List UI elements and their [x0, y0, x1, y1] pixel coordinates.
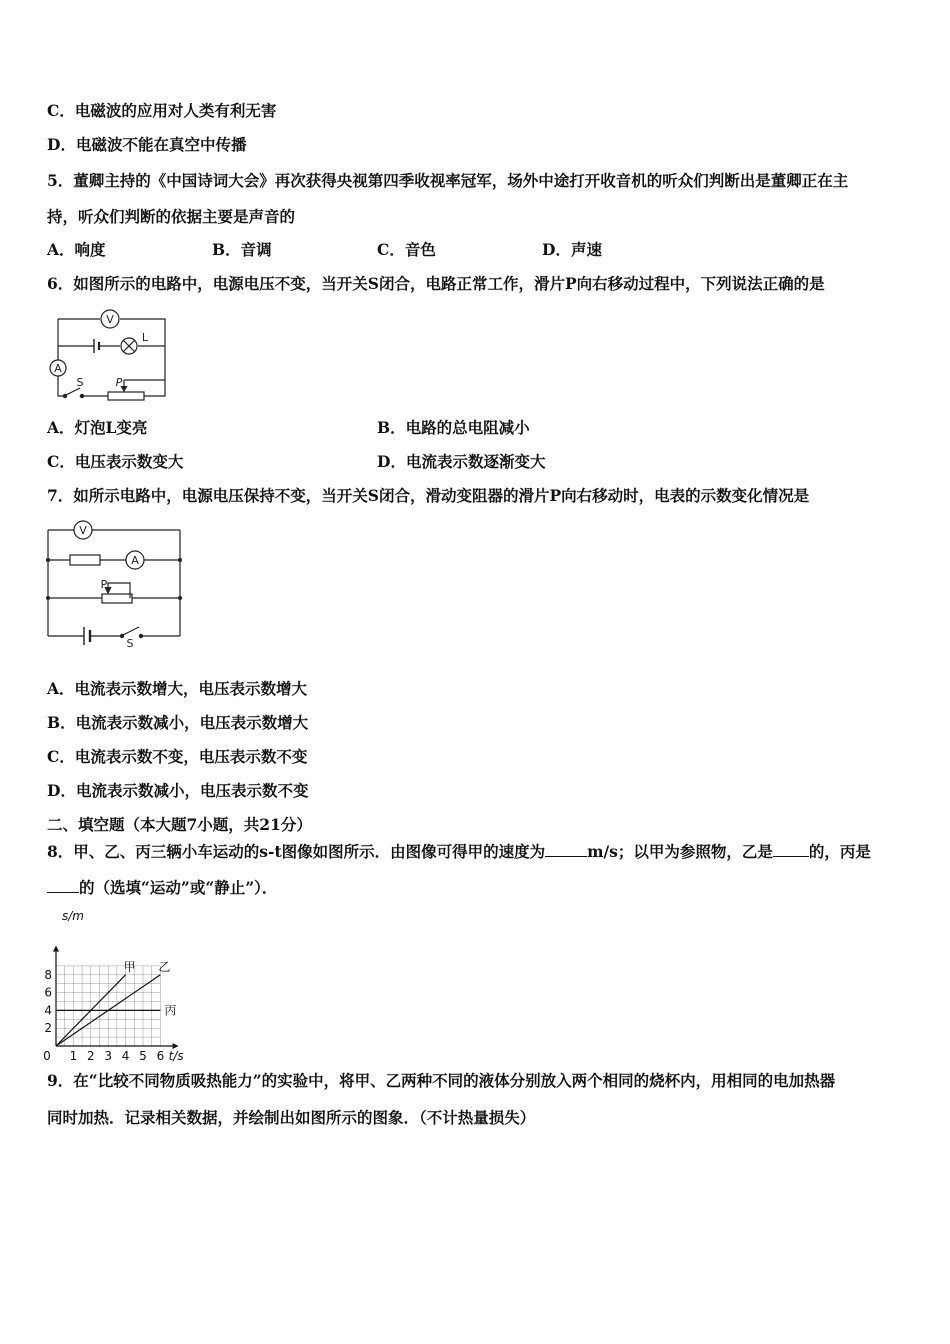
q6-switch-label: S [76, 376, 84, 389]
x-tick-label: 2 [86, 1049, 95, 1063]
q6-option-d: D．电流表示数逐渐变大 [377, 452, 546, 471]
x-tick-label: 6 [156, 1049, 165, 1063]
q5-option-c: C．音色 [377, 240, 436, 259]
x-tick-label: 4 [121, 1049, 130, 1063]
x-tick-label: 0 [43, 1049, 51, 1063]
q7-stem: 7．如所示电路中，电源电压保持不变，当开关S闭合，滑动变阻器的滑片P向右移动时，电表的示数变化情况是 [47, 486, 810, 505]
q8-text-part1: 8．甲、乙、丙三辆小车运动的s-t图像如图所示．由图像可得甲的速度为 [47, 842, 546, 861]
series-label-1: 乙 [158, 959, 171, 974]
q8-text-part3: 的，丙是 [808, 842, 871, 861]
q6-option-a: A．灯泡L变亮 [47, 418, 148, 437]
q8-st-chart [36, 908, 216, 1064]
y-axis-label: s/m [62, 909, 84, 923]
x-tick-label: 5 [139, 1049, 147, 1063]
q8-stem-line2 [47, 878, 277, 898]
series-label-0: 甲 [123, 959, 136, 974]
x-axis-label: t/s [168, 1049, 184, 1063]
q7-option-a: A．电流表示数增大，电压表示数增大 [47, 679, 308, 698]
x-tick-label: 3 [104, 1049, 113, 1063]
q7-option-d: D．电流表示数减小，电压表示数不变 [47, 781, 309, 800]
q8-text-part2: m/s；以甲为参照物，乙是 [587, 842, 773, 861]
series-label-2: 丙 [164, 1003, 177, 1018]
q4-option-c: C．电磁波的应用对人类有利无害 [47, 101, 277, 120]
q7-voltmeter-label: V [79, 524, 87, 537]
q6-option-b: B．电路的总电阻减小 [377, 418, 530, 437]
q9-stem-line2: 同时加热．记录相关数据，并绘制出如图所示的图象．（不计热量损失） [47, 1108, 536, 1127]
q5-option-a: A．响度 [47, 240, 106, 259]
q5-option-d: D．声速 [542, 240, 602, 259]
q6-option-c: C．电压表示数变大 [47, 452, 184, 471]
q5-option-b: B．音调 [212, 240, 272, 259]
y-tick-label: 2 [44, 1021, 52, 1036]
q8-blank-bing[interactable] [47, 878, 79, 893]
section-heading-fill-in: 二、填空题（本大题7小题，共21分） [47, 815, 312, 834]
y-tick-label: 4 [44, 1003, 52, 1018]
y-axis-arrow [53, 946, 59, 952]
q7-slider-label: P [100, 578, 108, 591]
q8-stem-line1 [47, 842, 871, 862]
q6-slider-label: P [115, 376, 123, 389]
x-tick-label: 1 [69, 1049, 78, 1063]
q7-circuit-diagram [44, 516, 184, 652]
q7-ammeter-label: A [131, 554, 139, 567]
q6-stem: 6．如图所示的电路中，电源电压不变，当开关S闭合，电路正常工作，滑片P向右移动过程中，下列说法正确的是 [47, 274, 825, 293]
q7-option-c: C．电流表示数不变，电压表示数不变 [47, 747, 308, 766]
q6-circuit-diagram [44, 306, 174, 406]
q8-blank-yi[interactable] [773, 842, 809, 857]
q6-voltmeter-label: V [106, 313, 114, 326]
q8-text-part4: 的（选填“运动”或“静止”）． [79, 878, 278, 897]
q6-lamp-label: L [141, 331, 149, 344]
q5-stem-line1: 5．董卿主持的《中国诗词大会》再次获得央视第四季收视率冠军，场外中途打开收音机的听众们判断出是董卿正在主 [47, 171, 849, 190]
y-tick-label: 6 [44, 985, 52, 1000]
q6-ammeter-label: A [54, 362, 62, 375]
q5-stem-line2: 持，听众们判断的依据主要是声音的 [47, 207, 296, 226]
q4-option-d: D．电磁波不能在真空中传播 [47, 135, 247, 154]
q9-stem-line1: 9．在“比较不同物质吸热能力”的实验中，将甲、乙两种不同的液体分别放入两个相同的烧杯内，用相同的电加热器 [47, 1071, 836, 1090]
y-tick-label: 8 [44, 967, 52, 982]
q7-option-b: B．电流表示数减小，电压表示数增大 [47, 713, 309, 732]
q7-switch-label: S [126, 637, 134, 650]
q8-blank-speed[interactable] [545, 842, 587, 857]
